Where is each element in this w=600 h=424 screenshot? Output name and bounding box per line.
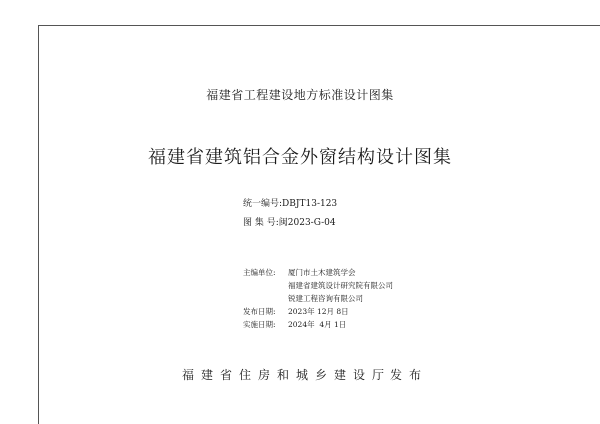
editor-row-1 (243, 266, 393, 279)
atlas-number-value: 闽2023-G-04 (278, 218, 336, 228)
editor-org-3: 锐建工程咨询有限公司 (288, 294, 363, 303)
release-date-value: 2023年 12月 8日 (288, 307, 349, 316)
unified-number-row (243, 195, 337, 214)
main-title: 福建省建筑铝合金外窗结构设计图集 (148, 147, 452, 168)
unified-number-value: DBJT13-123 (282, 199, 338, 209)
effective-date-row (243, 318, 393, 331)
editor-org-2: 福建省建筑设计研究院有限公司 (288, 281, 393, 290)
code-block (243, 195, 337, 233)
frame-top-border (38, 25, 600, 26)
series-title: 福建省工程建设地方标准设计图集 (206, 88, 394, 102)
info-block (243, 266, 393, 331)
frame-left-border (38, 25, 39, 424)
effective-date-label: 实施日期: (243, 320, 276, 329)
unified-number-label: 统一编号: (243, 199, 283, 209)
publish-word: 发布 (390, 368, 429, 382)
publisher-name: 福建省住房和城乡建设厅 (182, 368, 392, 382)
editor-org-1: 厦门市土木建筑学会 (288, 268, 356, 277)
effective-date-value: 2024年 4月 1日 (288, 320, 347, 329)
editor-row-3 (243, 292, 393, 305)
editor-row-2 (243, 279, 393, 292)
atlas-number-row (243, 214, 337, 233)
release-date-row (243, 305, 393, 318)
atlas-number-label: 图 集 号: (243, 218, 279, 228)
editor-label: 主编单位: (243, 268, 276, 277)
release-date-label: 发布日期: (243, 307, 276, 316)
